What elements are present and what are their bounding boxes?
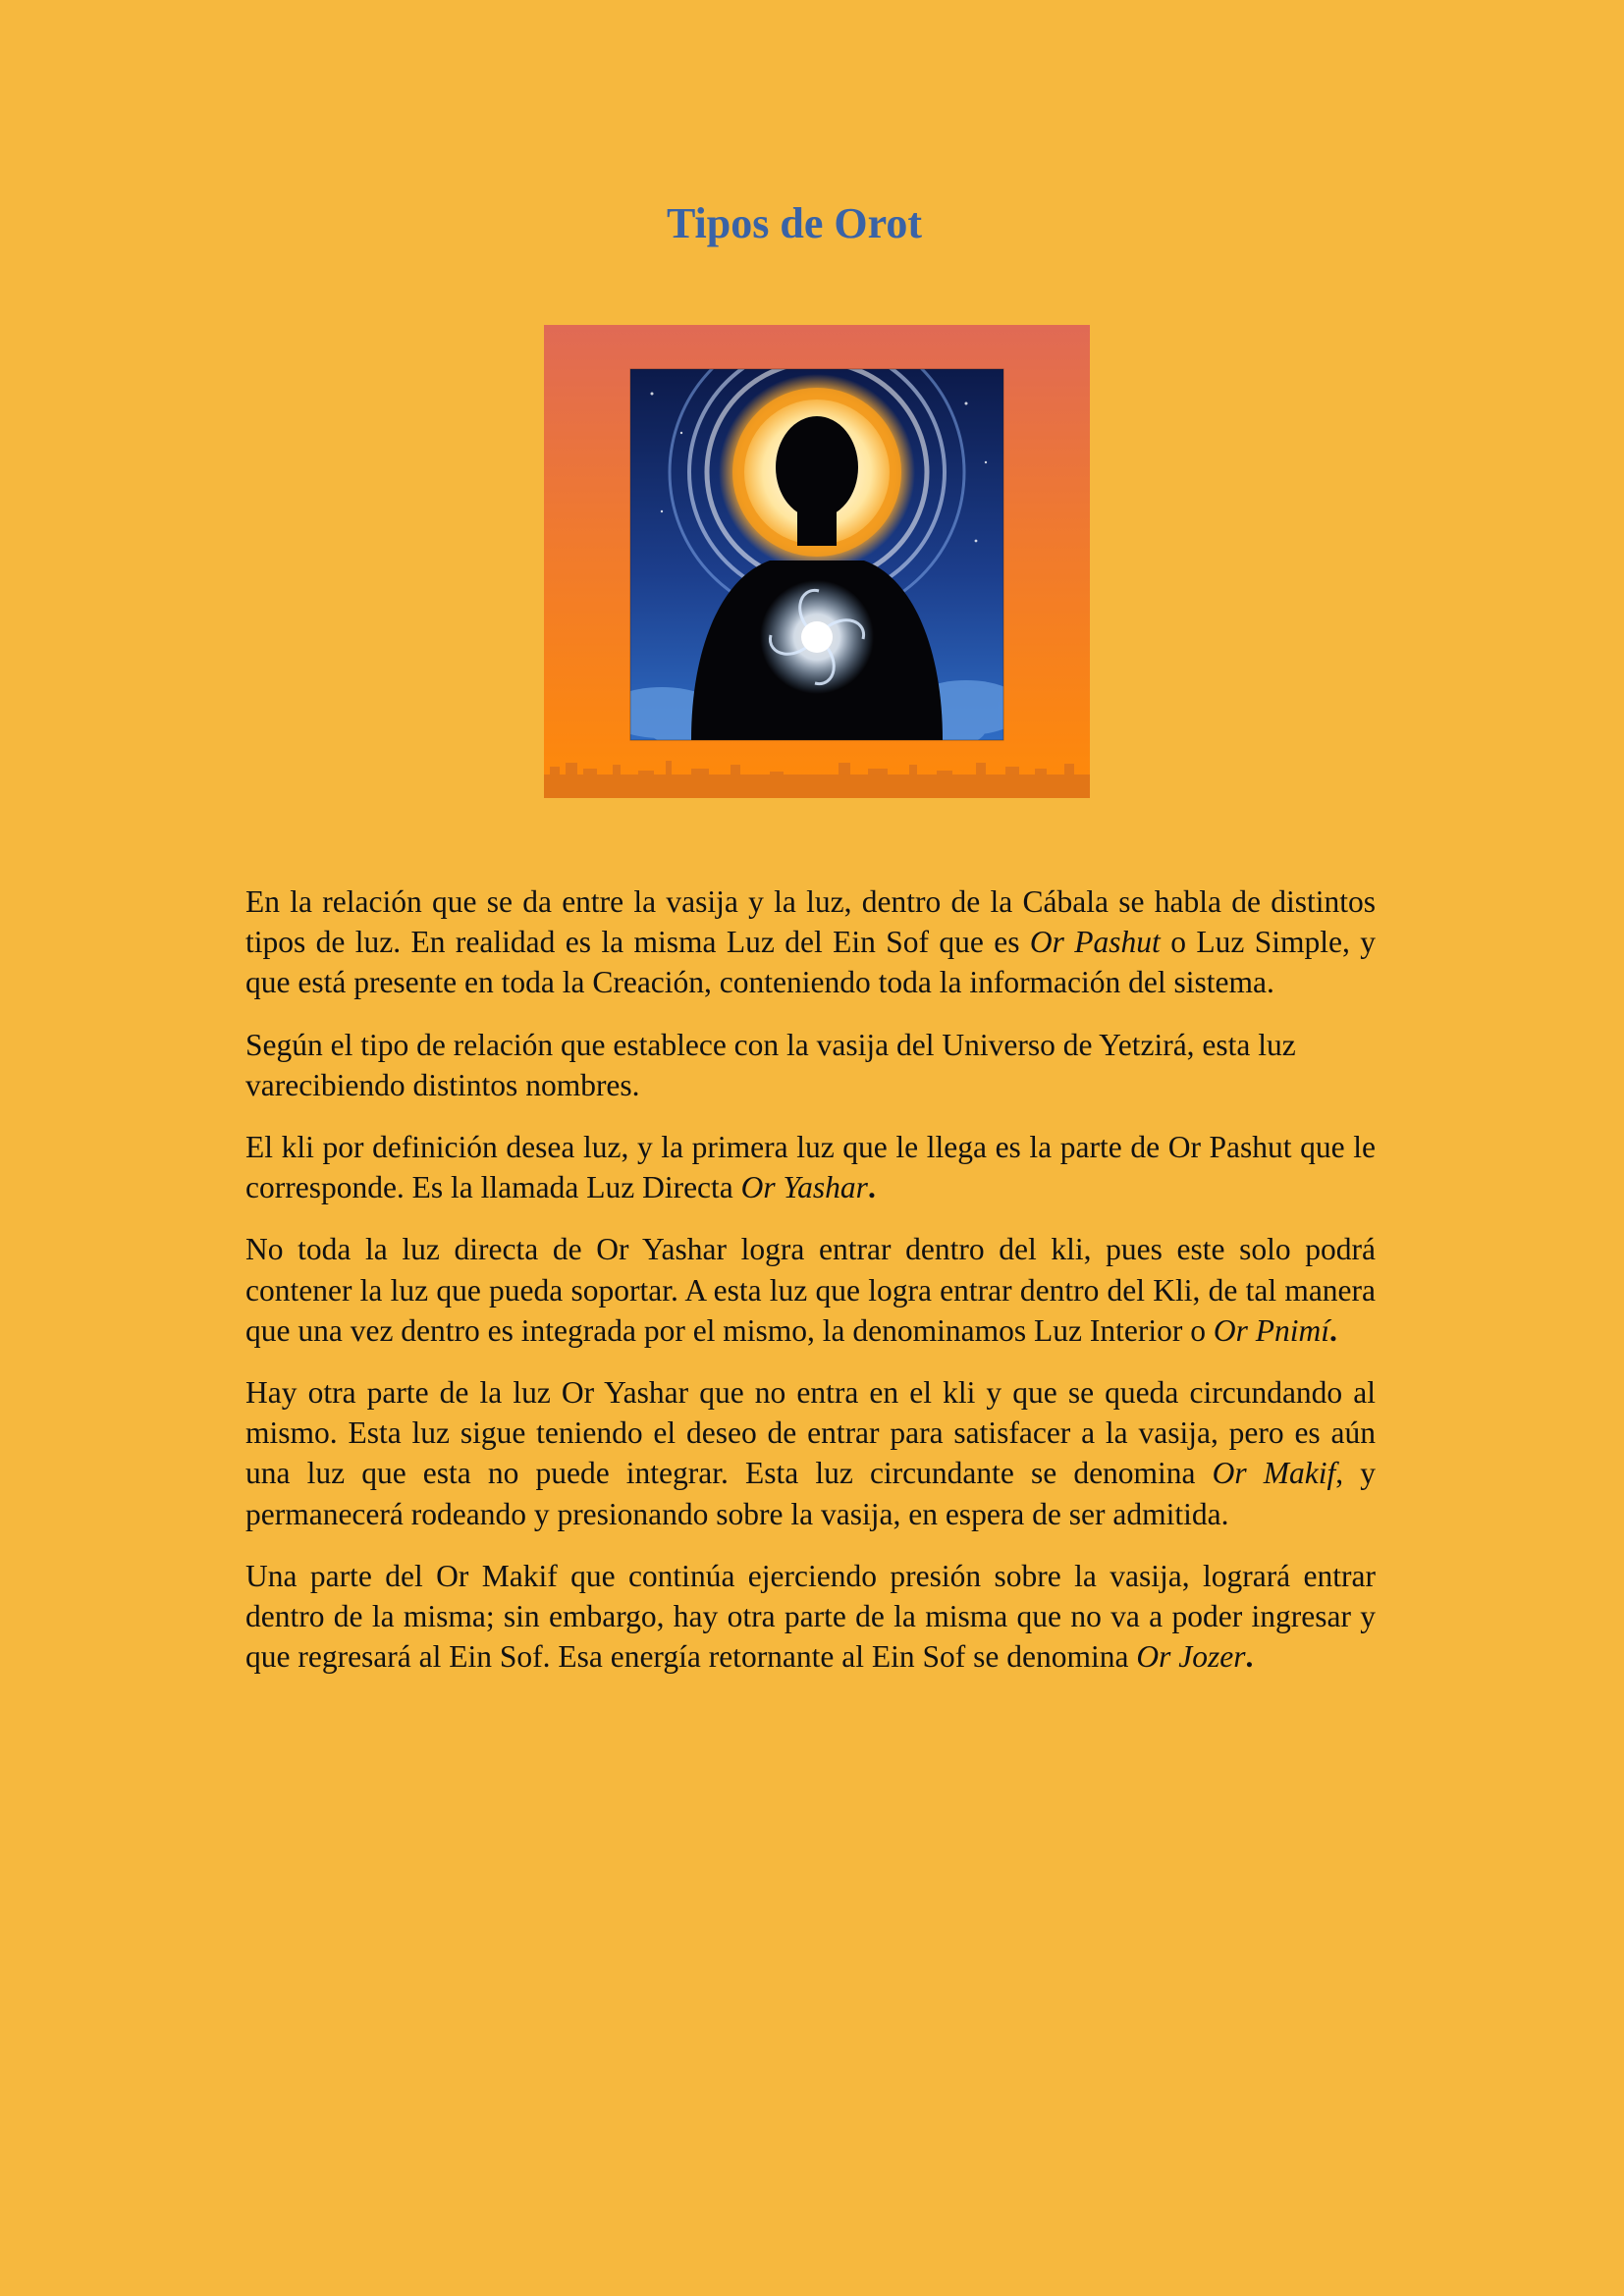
paragraph-1: En la relación que se da entre la vasija y la luz, dentro de la Cábala se habla de distintos tipos de luz. En realidad es la misma Luz del Ein Sof que es Or Pashut o Luz Simple, y que está presente en toda la Creación, conteniendo toda la información del sistema. bbox=[245, 884, 1376, 1000]
term-or-makif: Or Makif bbox=[1212, 1456, 1336, 1491]
paragraph-3: El kli por definición desea luz, y la primera luz que le llega es la parte de Or Pashut que le corresponde. Es la llamada Luz Directa Or Yashar. bbox=[245, 1130, 1376, 1205]
term-or-pashut: Or Pashut bbox=[1029, 925, 1161, 960]
term-or-pnimi: Or Pnimí bbox=[1213, 1312, 1329, 1348]
page-title: Tipos de Orot bbox=[667, 199, 922, 247]
paragraph-2: Según el tipo de relación que establece con la vasija del Universo de Yetzirá, esta luz varecibiendo distintos nombres. bbox=[245, 1027, 1296, 1102]
illustration-figure bbox=[544, 325, 1090, 798]
paragraph-4: No toda la luz directa de Or Yashar logra entrar dentro del kli, pues este solo podrá contener la luz que pueda soportar. A esta luz que logra entrar dentro del Kli, de tal manera que una vez dentro es integrada por el mismo, la denominamos Luz Interior o Or Pnimí. bbox=[245, 1232, 1376, 1348]
paragraph-6: Una parte del Or Makif que continúa ejerciendo presión sobre la vasija, logrará entrar dentro de la misma; sin embargo, hay otra parte de la misma que no va a poder ingresar y que regresará al Ein Sof. Esa energía retornante al Ein Sof se denomina Or Jozer. bbox=[245, 1558, 1376, 1675]
term-or-jozer: Or Jozer bbox=[1136, 1639, 1246, 1675]
paragraph-5: Hay otra parte de la luz Or Yashar que no entra en el kli y que se queda circundando al mismo. Esta luz sigue teniendo el deseo de entrar para satisfacer a la vasija, pero es aún una luz que esta no puede integrar. Esta luz circundante se denomina Or Makif, y permanecerá rodeando y presionando sobre la vasija, en espera de ser admitida. bbox=[245, 1375, 1377, 1531]
term-or-yashar: Or Yashar bbox=[740, 1170, 868, 1205]
silhouette-light-illustration bbox=[544, 325, 1090, 798]
light-spiral bbox=[760, 580, 874, 694]
body-text bbox=[245, 881, 1376, 1698]
